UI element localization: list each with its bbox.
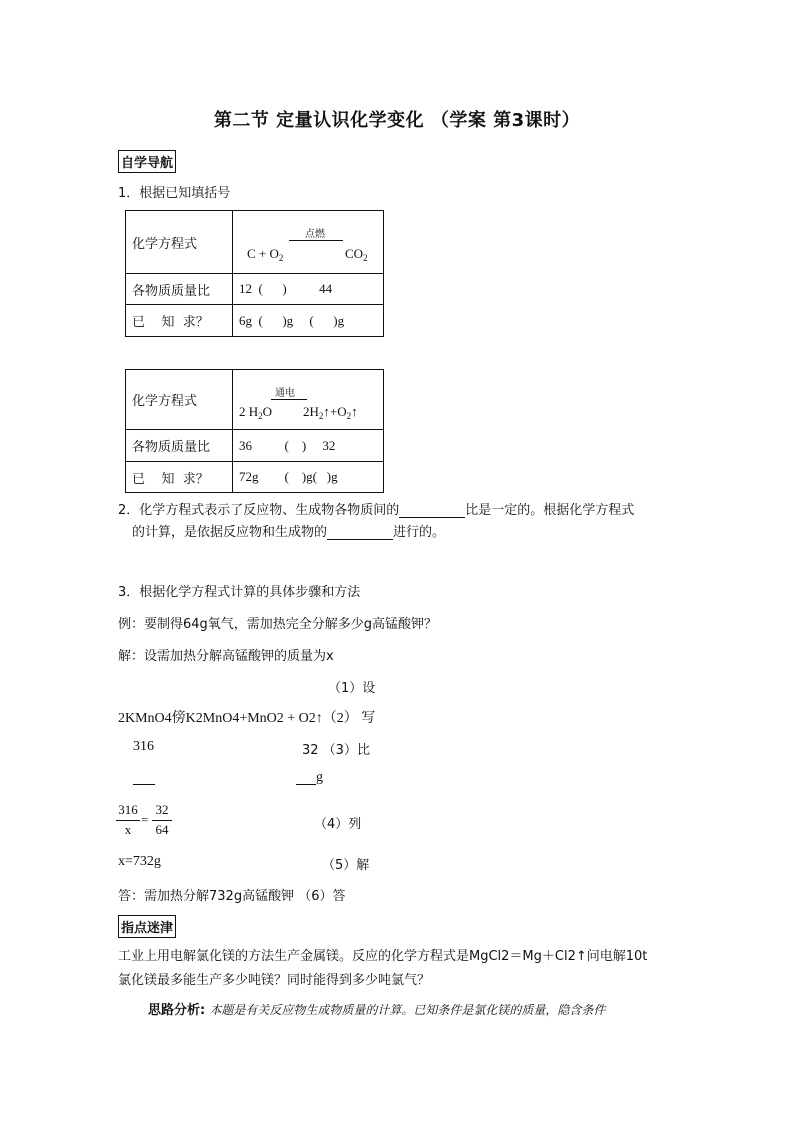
decomposition-equation: 2KMnO4傍K2MnO4+MnO2 + O2↑（2） 写 [118, 711, 376, 726]
problem-line-1: 工业上用电解氯化镁的方法生产金属镁。反应的化学方程式是MgCl2＝Mg＋Cl2↑问电解10t [118, 949, 648, 964]
fraction-right-denominator: 64 [155, 822, 169, 837]
analysis-label: 思路分析: [148, 1003, 206, 1018]
table-2-ratio-values: 36 ( ) 32 [233, 430, 384, 462]
table-1-label-equation: 化学方程式 [126, 211, 233, 274]
fraction-bar [152, 820, 172, 821]
table-1-ratio-values: 12 ( ) 44 [233, 274, 384, 305]
step-4-label: （4）列 [314, 817, 362, 832]
table-2-label-equation: 化学方程式 [126, 370, 233, 430]
fraction-bar [116, 820, 140, 821]
solution-text: 解：设需加热分解高锰酸钾的质量为x [118, 649, 334, 664]
condition-electrolysis: 通电 [275, 388, 295, 399]
fraction-right-numerator: 32 [155, 802, 169, 817]
fill-blank[interactable] [399, 505, 465, 518]
section-label-self-study: 自学导航 [118, 150, 176, 173]
blank-line [296, 784, 316, 785]
mass-32-step-3: 32 （3）比 [302, 743, 370, 758]
problem-line-2: 氯化镁最多能生产多少吨镁？同时能得到多少吨氯气？ [118, 973, 431, 988]
blank-line [133, 784, 155, 785]
equals-sign: = [141, 812, 149, 827]
equation-1-reactants: $C + O_2$ [247, 246, 284, 263]
question-3-text: 3．根据化学方程式计算的具体步骤和方法 [118, 585, 361, 600]
equation-2-reactant: 2 $H_2O$ [239, 404, 273, 421]
page-title: 第二节 定量认识化学变化 （学案 第3课时） [213, 110, 581, 131]
question-1-text: 1．根据已知填括号 [118, 186, 231, 201]
mass-316: 316 [133, 739, 154, 754]
section-label-guidance: 指点迷津 [118, 915, 176, 938]
fraction-left-numerator: 316 [118, 802, 138, 817]
step-1-label: （1）设 [328, 681, 376, 696]
unit-g: g [316, 770, 323, 785]
equation-1-product: $CO_2$ [345, 246, 368, 263]
analysis-line [148, 999, 605, 1018]
fill-blank[interactable] [327, 527, 393, 540]
equation-2-products: $2H_2↑+O_2↑$ [303, 404, 358, 421]
fraction-left-denominator: x [124, 822, 132, 837]
reaction-condition-line [271, 399, 307, 400]
question-2-line-1: 2．化学方程式表示了反应物、生成物各物质间的 比是一定的。根据化学方程式 [118, 503, 635, 518]
reaction-condition-line [289, 240, 343, 241]
analysis-text: 本题是有关反应物生成物质量的计算。已知条件是氯化镁的质量，隐含条件 [209, 1003, 606, 1017]
example-text: 例：要制得64g氧气，需加热完全分解多少g高锰酸钾？ [118, 617, 438, 632]
table-2-known-values: 72g ( )g( )g [233, 462, 384, 493]
table-2-equation-cell [233, 370, 384, 430]
condition-ignite: 点燃 [305, 229, 325, 240]
question-2-line-2: 的计算，是依据反应物和生成物的 进行的。 [132, 525, 446, 540]
table-1-label-known: 已 知 求？ [126, 305, 233, 337]
table-1-label-ratio: 各物质质量比 [126, 274, 233, 305]
table-2-label-ratio: 各物质质量比 [126, 430, 233, 462]
table-2-label-known: 已 知 求？ [126, 462, 233, 493]
result-text: x=732g [118, 854, 161, 869]
table-2 [125, 369, 384, 493]
table-1-known-values: 6g ( )g ( )g [233, 305, 384, 337]
table-1 [125, 210, 384, 337]
step-5-label: （5）解 [322, 858, 370, 873]
table-1-equation-cell [233, 211, 384, 274]
answer-text: 答：需加热分解732g高锰酸钾 （6）答 [118, 889, 346, 904]
